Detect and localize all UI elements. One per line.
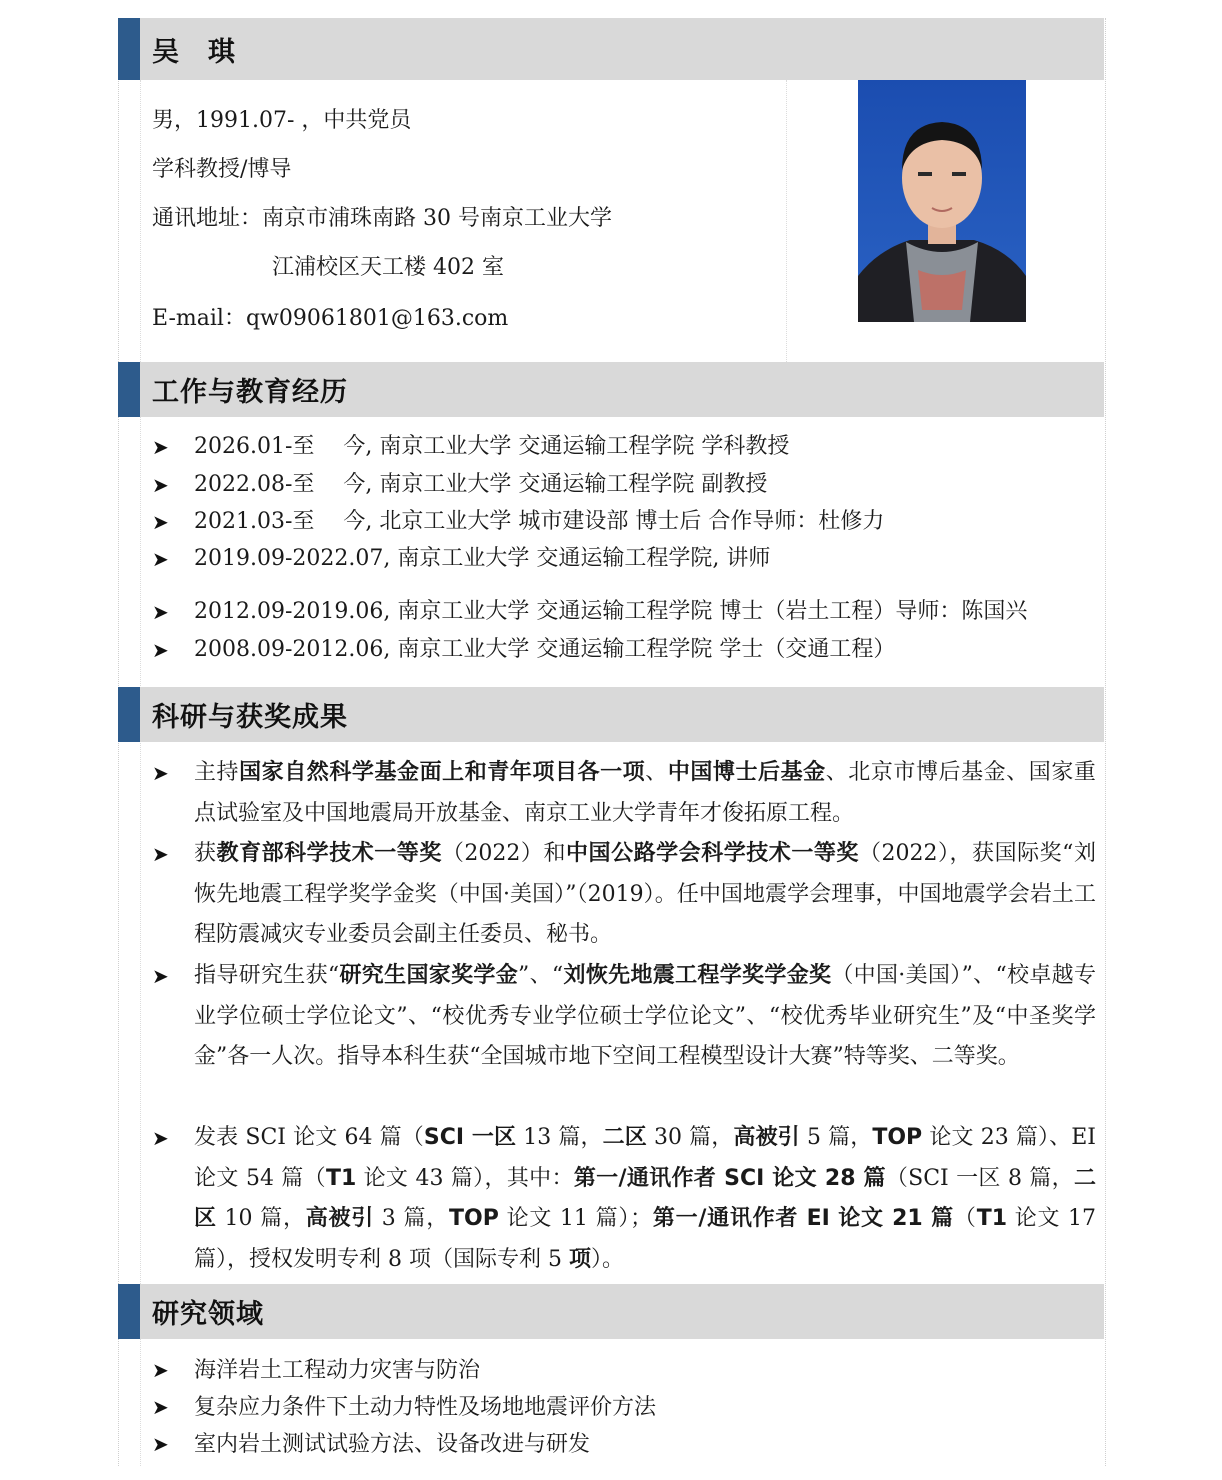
inner-guide-line [140,80,141,1466]
accent-bar [118,18,140,80]
profile-basic: 男，1991.07- ，中共党员 [152,108,412,133]
bullet-arrow-icon: ➤ [152,600,169,624]
bullet-arrow-icon: ➤ [152,964,169,988]
bullet-arrow-icon: ➤ [152,761,169,785]
bullet-arrow-icon: ➤ [152,473,169,497]
section-title-experience: 工作与教育经历 [152,377,348,408]
bullet-arrow-icon: ➤ [152,510,169,534]
bullet-arrow-icon: ➤ [152,842,169,866]
bullet-arrow-icon: ➤ [152,1126,169,1150]
bullet-arrow-icon: ➤ [152,547,169,571]
address-line-2: 江浦校区天工楼 402 室 [272,255,504,280]
section-header-research [118,687,1104,742]
bullet-arrow-icon: ➤ [152,638,169,662]
accent-bar [118,1284,140,1339]
profile-title: 学科教授/博导 [152,157,292,182]
section-header-experience [118,362,1104,417]
section-title-research: 科研与获奖成果 [152,702,348,733]
address-line-1: 南京市浦珠南路 30 号南京工业大学 [262,206,612,231]
address-label: 通讯地址： [152,206,263,231]
bullet-arrow-icon: ➤ [152,1358,169,1382]
bullet-arrow-icon: ➤ [152,435,169,459]
name-header [118,18,1104,80]
accent-bar [118,362,140,417]
bullet-arrow-icon: ➤ [152,1395,169,1419]
bullet-arrow-icon: ➤ [152,1432,169,1456]
photo-divider [786,80,787,362]
portrait-photo [858,80,1026,322]
person-name: 吴 琪 [152,36,236,68]
section-header-fields [118,1284,1104,1339]
profile-address [152,204,612,234]
section-title-fields: 研究领域 [152,1299,264,1330]
profile-email: E-mail：qw09061801@163.com [152,306,509,331]
accent-bar [118,687,140,742]
